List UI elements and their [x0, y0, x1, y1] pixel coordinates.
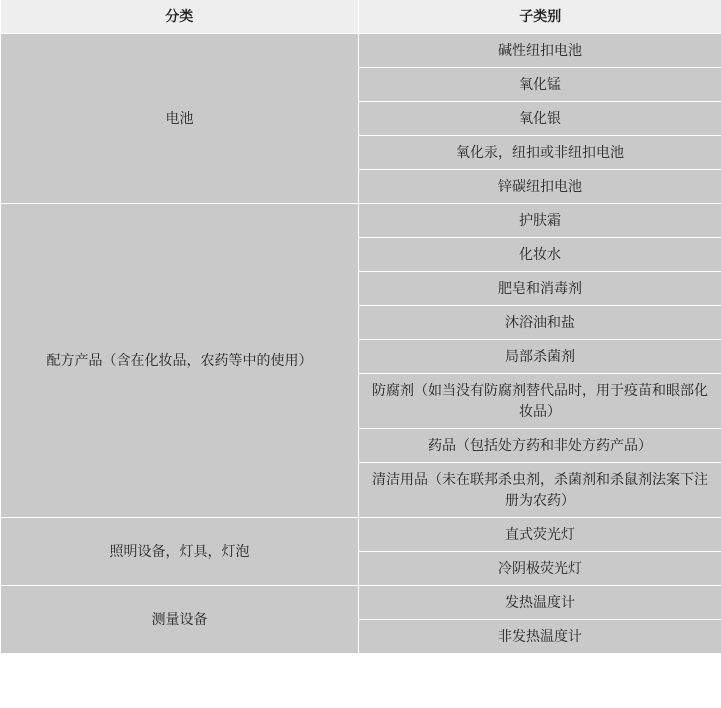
- subcategory-cell: 化妆水: [359, 238, 721, 272]
- subcategory-cell: 药品（包括处方药和非处方药产品）: [359, 429, 721, 463]
- subcategory-cell: 氧化银: [359, 102, 721, 136]
- category-cell: 配方产品（含在化妆品，农药等中的使用）: [1, 204, 359, 518]
- subcategory-cell: 清洁用品（未在联邦杀虫剂，杀菌剂和杀鼠剂法案下注册为农药）: [359, 463, 721, 518]
- subcategory-cell: 沐浴油和盐: [359, 306, 721, 340]
- subcategory-cell: 锌碳纽扣电池: [359, 170, 721, 204]
- table-header-row: [1, 0, 721, 34]
- table-body: [1, 34, 721, 654]
- table-header: [1, 0, 721, 34]
- table-row: [1, 518, 721, 552]
- subcategory-cell: 非发热温度计: [359, 620, 721, 654]
- category-cell: 测量设备: [1, 586, 359, 654]
- subcategory-cell: 冷阴极荧光灯: [359, 552, 721, 586]
- table-row: [1, 586, 721, 620]
- table-row: [1, 204, 721, 238]
- subcategory-cell: 护肤霜: [359, 204, 721, 238]
- subcategory-cell: 氧化锰: [359, 68, 721, 102]
- subcategory-cell: 肥皂和消毒剂: [359, 272, 721, 306]
- column-header-category: 分类: [1, 0, 359, 34]
- subcategory-cell: 局部杀菌剂: [359, 340, 721, 374]
- column-header-subcategory: 子类别: [359, 0, 721, 34]
- subcategory-cell: 氧化汞，纽扣或非纽扣电池: [359, 136, 721, 170]
- category-cell: 电池: [1, 34, 359, 204]
- category-cell: 照明设备，灯具，灯泡: [1, 518, 359, 586]
- subcategory-cell: 碱性纽扣电池: [359, 34, 721, 68]
- table-row: [1, 34, 721, 68]
- subcategory-cell: 直式荧光灯: [359, 518, 721, 552]
- subcategory-cell: 防腐剂（如当没有防腐剂替代品时，用于疫苗和眼部化妆品）: [359, 374, 721, 429]
- subcategory-cell: 发热温度计: [359, 586, 721, 620]
